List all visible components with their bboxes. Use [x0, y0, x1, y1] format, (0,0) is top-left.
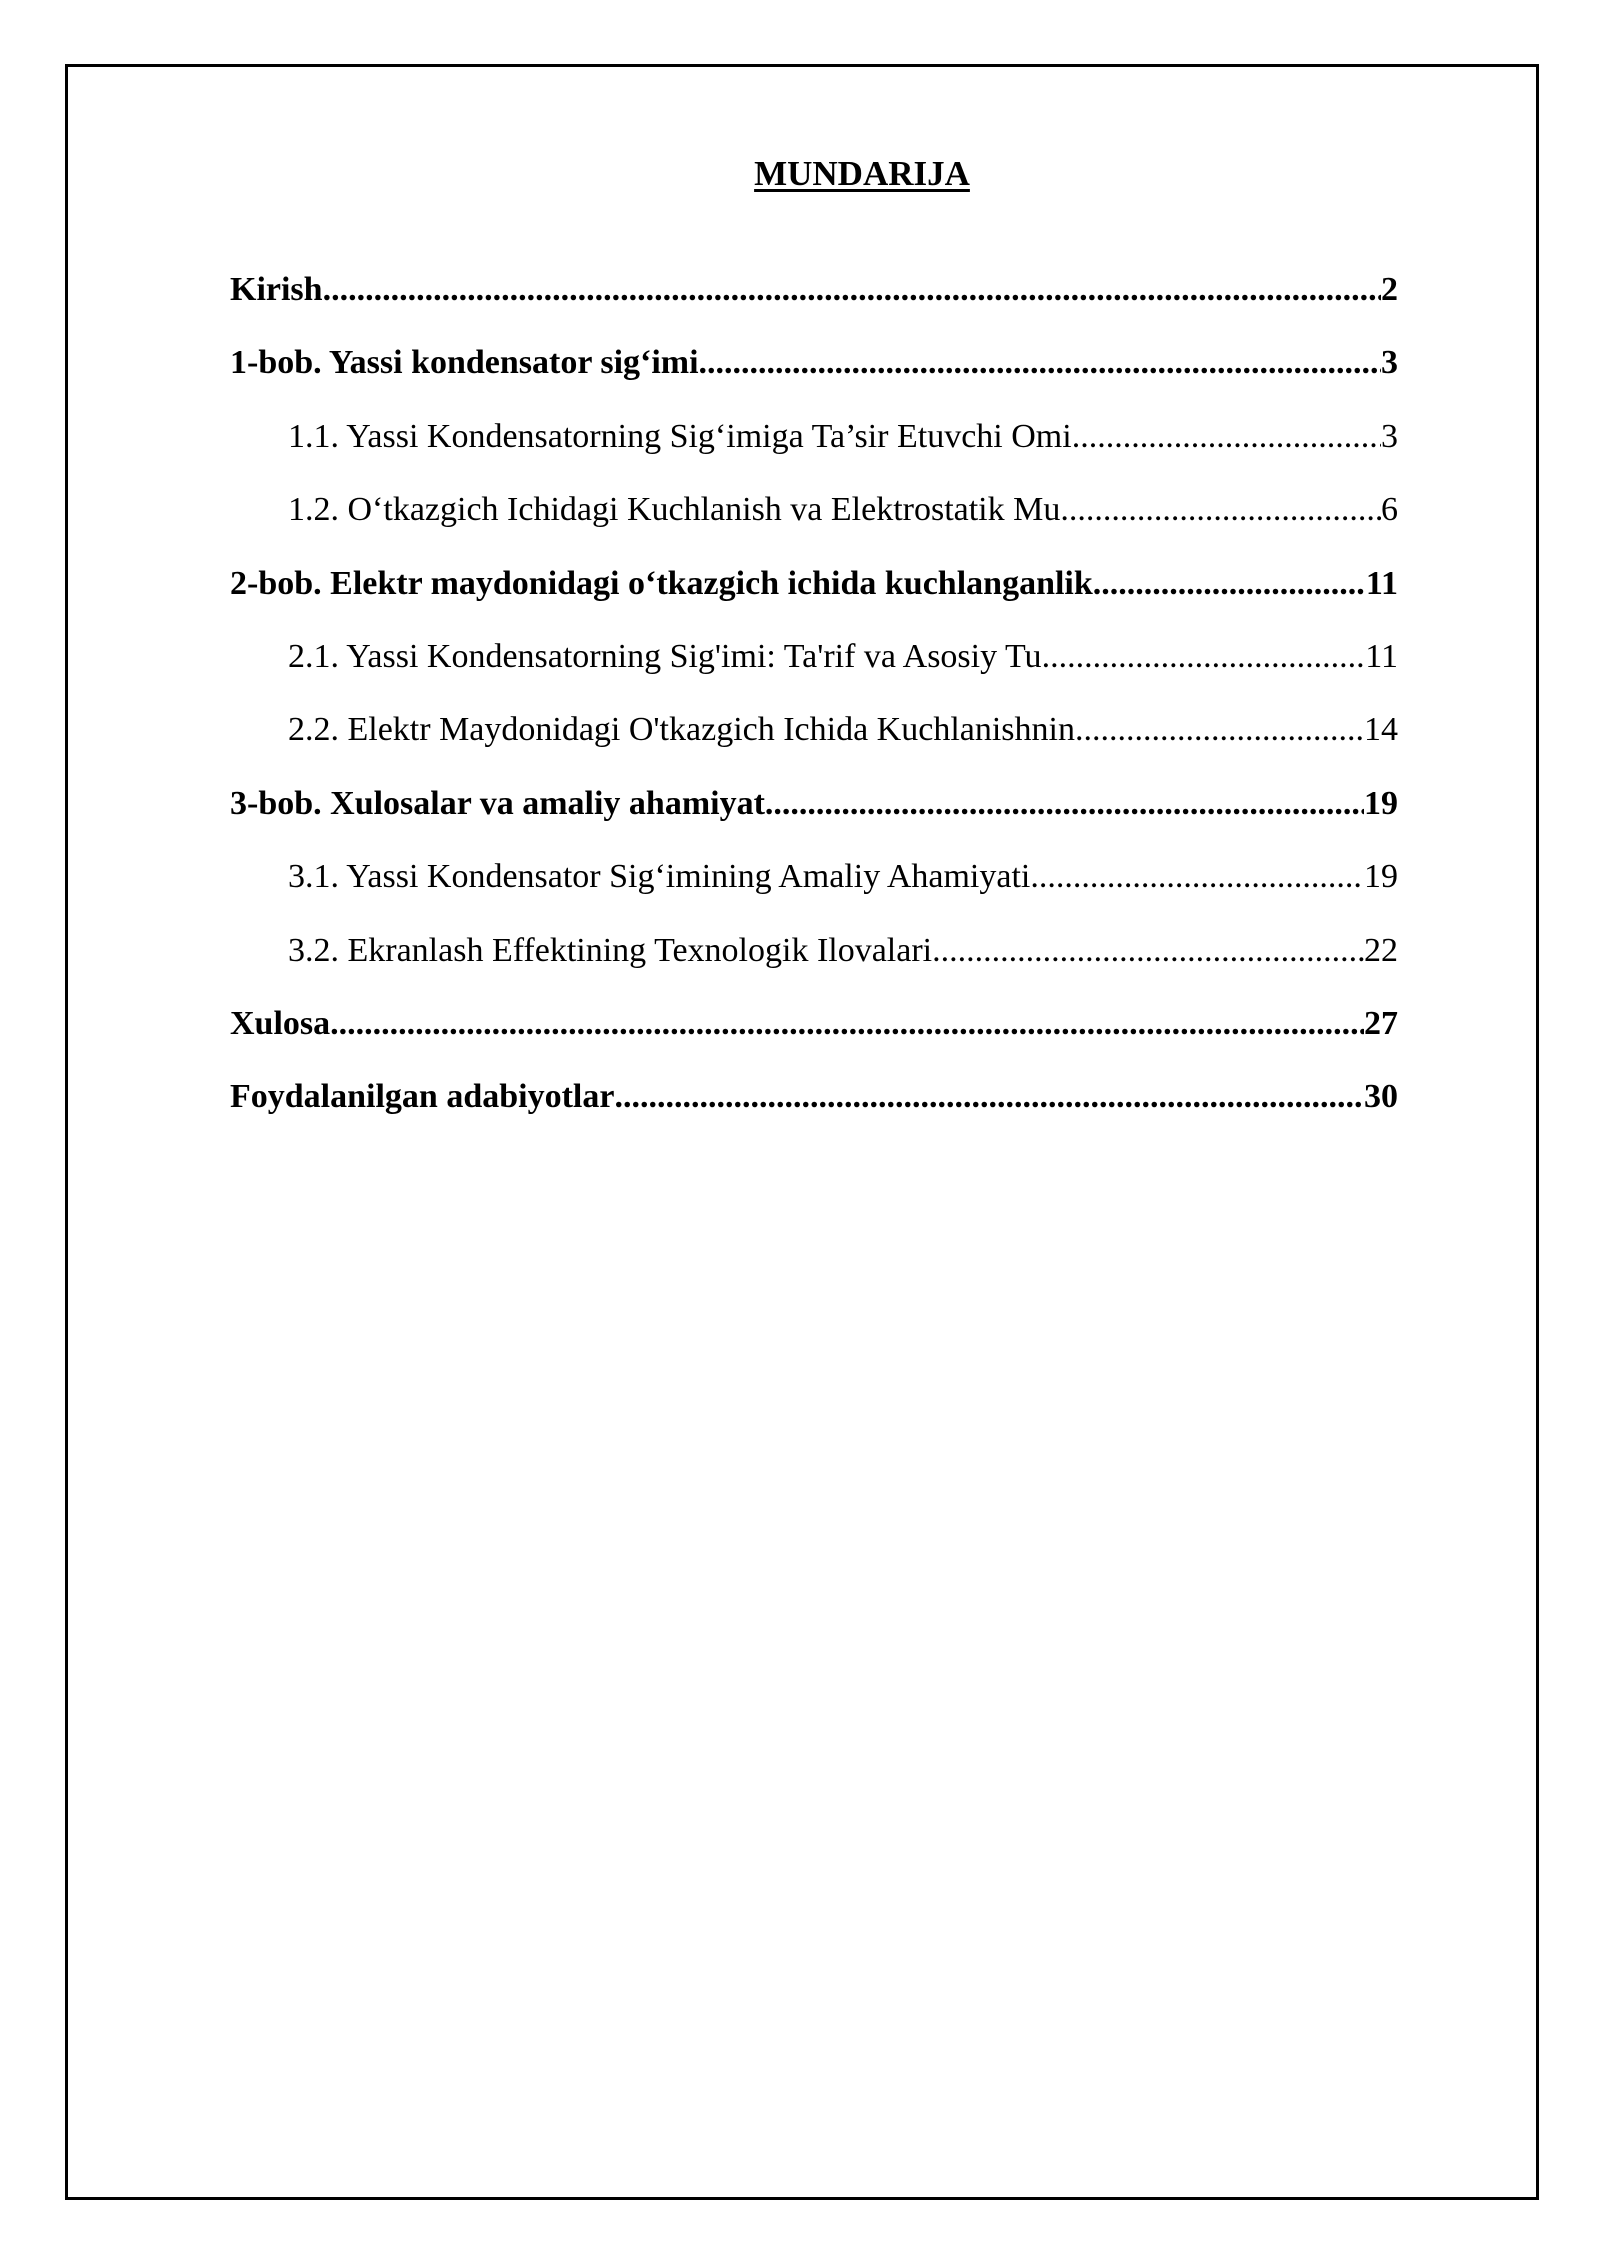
- toc-entry[interactable]: [230, 335, 1398, 408]
- toc-subentry[interactable]: [230, 629, 1398, 702]
- toc-entry-page: 11: [1365, 637, 1398, 675]
- toc-entry[interactable]: [230, 996, 1398, 1069]
- toc-entry-page: 2: [1381, 271, 1398, 308]
- toc-entry[interactable]: [230, 1069, 1398, 1142]
- toc-entry-text: 2.1. Yassi Kondensatorning Sig'imi: Ta'rif va Asosiy Tu: [288, 637, 1042, 675]
- toc-entry-page: 14: [1364, 711, 1398, 749]
- toc-subentry[interactable]: [230, 702, 1398, 775]
- toc-entry-text: 2.2. Elektr Maydonidagi O'tkazgich Ichida Kuchlanishnin: [288, 711, 1075, 749]
- toc-entry-text: 3.1. Yassi Kondensator Sig‘imining Amaliy Ahamiyati: [288, 858, 1031, 896]
- dot-leader: [1093, 556, 1366, 612]
- toc-subentry[interactable]: [230, 923, 1398, 996]
- dot-leader: [1030, 849, 1364, 905]
- toc-entry-text: 1-bob. Yassi kondensator sig‘imi: [230, 344, 699, 382]
- dot-leader: [932, 923, 1364, 979]
- dot-leader: [1075, 702, 1364, 758]
- toc-entry-text: Foydalanilgan adabiyotlar: [230, 1078, 615, 1116]
- toc-entry-text: 3.2. Ekranlash Effektining Texnologik Ilovalari: [288, 931, 933, 969]
- toc-entry-page: 6: [1381, 491, 1398, 529]
- toc-entry-page: 11: [1365, 564, 1398, 602]
- toc-entry[interactable]: [230, 556, 1398, 629]
- toc-entry-page: 19: [1364, 858, 1398, 896]
- toc-subentry[interactable]: [230, 409, 1398, 482]
- dot-leader: [1060, 482, 1381, 538]
- toc-entry[interactable]: [230, 776, 1398, 849]
- toc-entry-page: 30: [1364, 1078, 1398, 1116]
- toc-entry-text: 1.1. Yassi Kondensatorning Sig‘imiga Ta’sir Etuvchi Omi: [288, 417, 1072, 455]
- toc-entry-text: Xulosa: [230, 1004, 331, 1042]
- toc-subentry[interactable]: [230, 482, 1398, 555]
- dot-leader: [614, 1069, 1364, 1125]
- toc-entry-page: 19: [1364, 784, 1398, 822]
- toc-title: MUNDARIJA: [754, 154, 970, 193]
- toc-entry-page: 22: [1364, 931, 1398, 969]
- dot-leader: [323, 262, 1381, 318]
- toc-entry[interactable]: [230, 262, 1398, 335]
- toc-entry-page: 3: [1381, 417, 1398, 455]
- toc-entry-text: 1.2. O‘tkazgich Ichidagi Kuchlanish va Elektrostatik Mu: [288, 491, 1061, 529]
- dot-leader: [1072, 409, 1381, 465]
- toc-entry-page: 27: [1364, 1004, 1398, 1042]
- dot-leader: [699, 335, 1381, 391]
- table-of-contents: [230, 262, 1398, 1143]
- dot-leader: [765, 776, 1364, 832]
- toc-entry-text: 2-bob. Elektr maydonidagi o‘tkazgich ichida kuchlanganlik: [230, 564, 1093, 602]
- toc-subentry[interactable]: [230, 849, 1398, 922]
- dot-leader: [330, 996, 1364, 1052]
- toc-entry-text: 3-bob. Xulosalar va amaliy ahamiyat: [230, 784, 765, 822]
- dot-leader: [1042, 629, 1366, 685]
- toc-entry-page: 3: [1381, 344, 1398, 382]
- toc-entry-text: Kirish: [230, 271, 323, 308]
